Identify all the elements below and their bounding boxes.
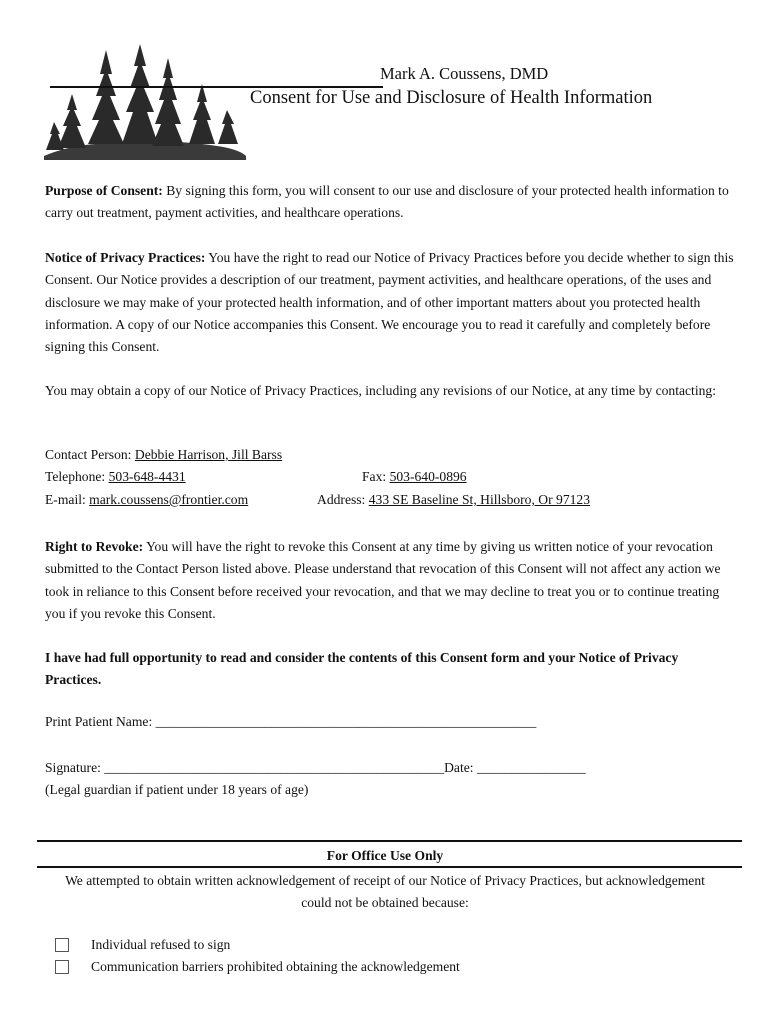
fax-line	[362, 469, 467, 485]
notice-paragraph	[45, 247, 735, 358]
office-title: For Office Use Only	[326, 848, 444, 863]
notice-label: Notice of Privacy Practices:	[45, 250, 206, 265]
revoke-text: You will have the right to revoke this Consent at any time by giving us written notice of your revocation submitted to the Contact Person listed above. Please understand that revocation of this Consent will not affect any action we took in reliance to this Consent before received your revocation, and that we may decline to treat you or to continue treating you if you revoke this Consent.	[45, 539, 721, 621]
print-name-field[interactable]: Print Patient Name: ________________________________________________________	[45, 714, 537, 729]
email-value: mark.coussens@frontier.com	[89, 492, 249, 507]
contact-person-value: Debbie Harrison, Jill Barss	[134, 447, 283, 462]
guardian-note: (Legal guardian if patient under 18 years of age)	[45, 782, 309, 797]
revoke-paragraph	[45, 536, 735, 625]
acknowledge-paragraph: I have had full opportunity to read and consider the contents of this Consent form and your Notice of Privacy Practices.	[45, 650, 679, 688]
refused-label: Individual refused to sign	[91, 937, 231, 952]
office-top-rule	[37, 840, 742, 842]
office-bottom-rule	[37, 866, 742, 868]
option-barriers[interactable]	[55, 959, 460, 975]
telephone-label: Telephone:	[45, 469, 109, 484]
contact-person-line	[45, 447, 282, 463]
fax-label: Fax:	[362, 469, 390, 484]
office-text: We attempted to obtain written acknowledgement of receipt of our Notice of Privacy Practices, but acknowledgement could not be obtained because:	[65, 873, 705, 911]
telephone-line	[45, 469, 186, 485]
obtain-paragraph: You may obtain a copy of our Notice of Privacy Practices, including any revisions of our Notice, at any time by contacting:	[45, 383, 716, 398]
telephone-value: 503-648-4431	[108, 469, 186, 484]
notice-text: You have the right to read our Notice of Privacy Practices before you decide whether to sign this Consent. Our Notice provides a description of our treatment, payment activities, and healthcare operations, of the uses and disclosure we may make of your protected health information, and of other important matters about you protected health information. A copy of our Notice accompanies this Consent. We encourage you to read it carefully and completely before signing this Consent.	[45, 250, 734, 355]
address-value: 433 SE Baseline St, Hillsboro, Or 97123	[368, 492, 591, 507]
doctor-name: Mark A. Coussens, DMD	[380, 64, 549, 83]
purpose-text: By signing this form, you will consent to our use and disclosure of your protected health information to carry out treatment, payment activities, and healthcare operations.	[45, 183, 729, 221]
address-label: Address:	[317, 492, 369, 507]
fax-value: 503-640-0896	[389, 469, 467, 484]
pine-trees-logo	[42, 44, 247, 162]
purpose-label: Purpose of Consent:	[45, 183, 163, 198]
purpose-paragraph	[45, 180, 735, 225]
document-title: Consent for Use and Disclosure of Health Information	[250, 88, 653, 108]
barriers-checkbox[interactable]	[55, 960, 69, 974]
signature-field[interactable]: Signature: __________________________________________________Date: ________________	[45, 760, 586, 775]
barriers-label: Communication barriers prohibited obtaining the acknowledgement	[91, 959, 460, 974]
option-refused[interactable]	[55, 937, 230, 953]
revoke-label: Right to Revoke:	[45, 539, 144, 554]
address-line	[317, 492, 590, 508]
contact-person-label: Contact Person:	[45, 447, 135, 462]
email-line	[45, 492, 248, 508]
email-label: E-mail:	[45, 492, 90, 507]
refused-checkbox[interactable]	[55, 938, 69, 952]
